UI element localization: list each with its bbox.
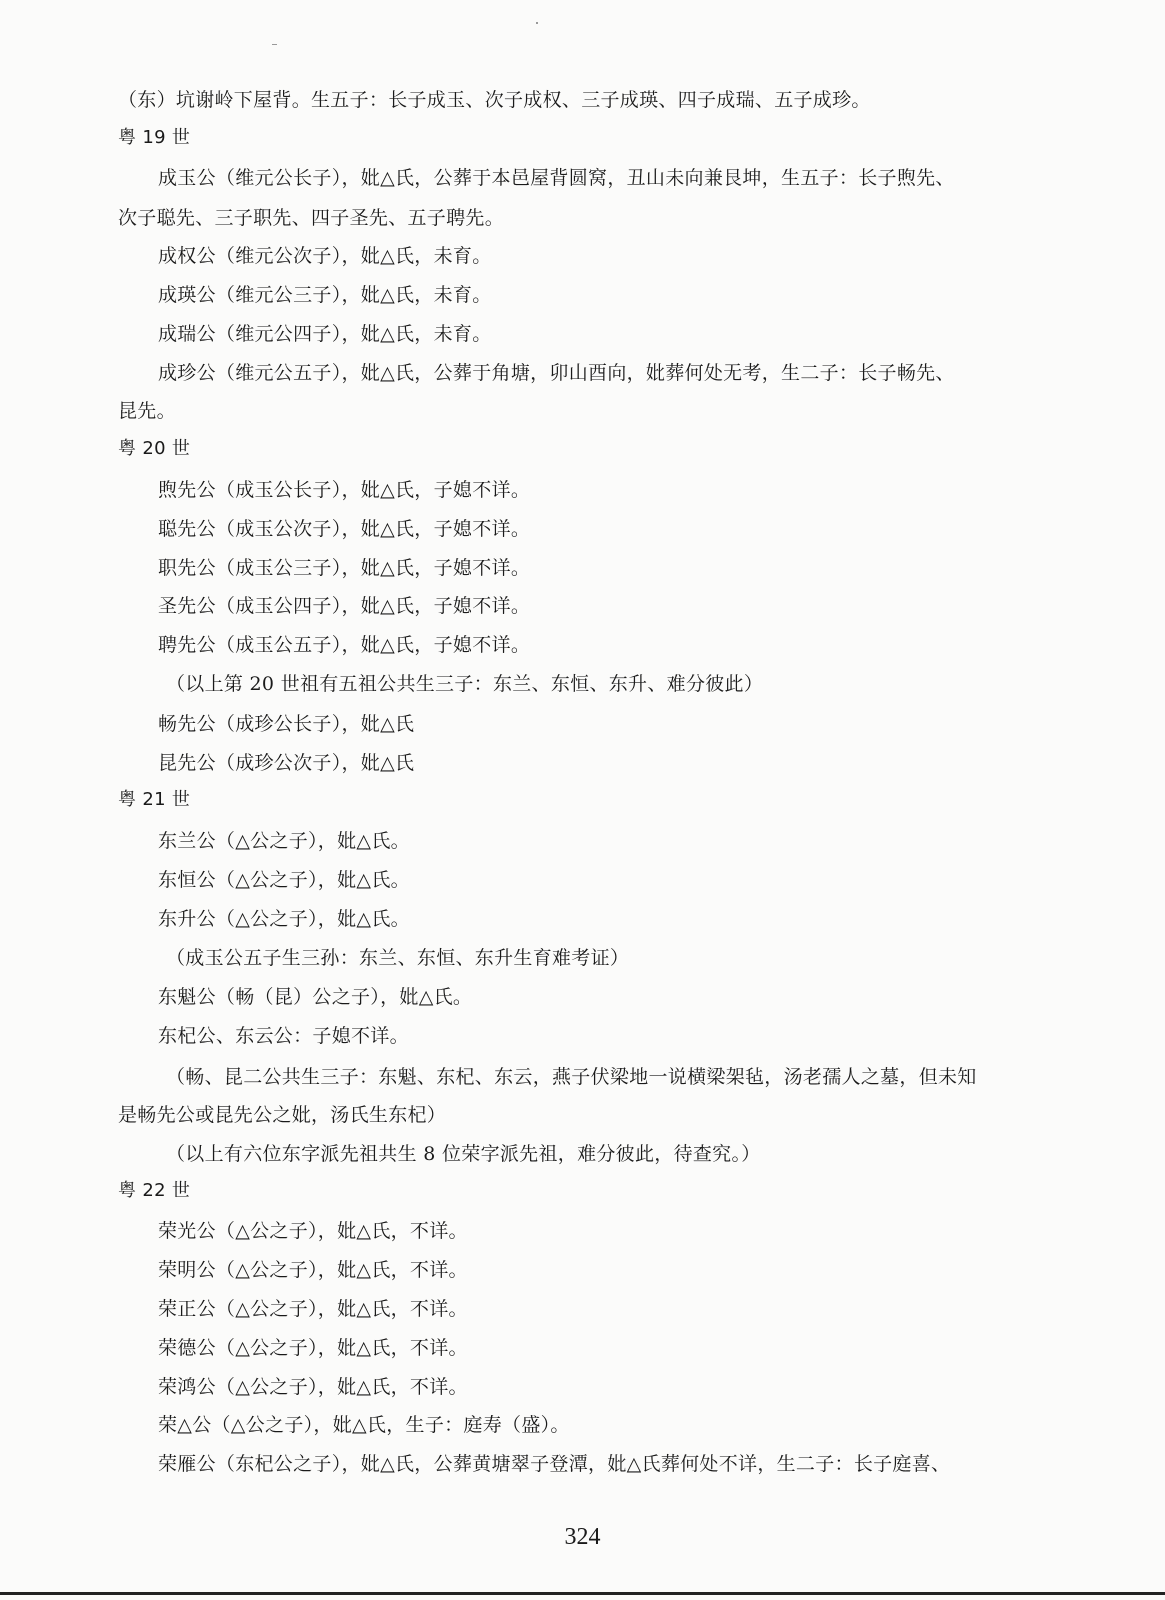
text-line: 荣光公（△公之子），妣△氏，不详。 — [158, 1220, 468, 1242]
scan-speck — [272, 44, 277, 45]
text-line: 聪先公（成玉公次子），妣△氏，子媳不详。 — [158, 518, 531, 540]
text-line: 职先公（成玉公三子），妣△氏，子媳不详。 — [158, 557, 531, 579]
text-line: 荣德公（△公之子），妣△氏，不详。 — [158, 1337, 468, 1359]
text-line: 昆先。 — [118, 400, 176, 422]
text-line: 成瑛公（维元公三子），妣△氏，未育。 — [158, 284, 492, 306]
text-line: 成权公（维元公次子），妣△氏，未育。 — [158, 245, 492, 267]
page-number: 324 — [564, 1524, 601, 1550]
note-line: （畅、昆二公共生三子：东魁、东杞、东云，燕子伏梁地一说横梁架毡，汤老孺人之墓，但未知 — [166, 1066, 977, 1088]
text-line: 东兰公（△公之子），妣△氏。 — [158, 830, 410, 852]
scan-speck — [536, 22, 538, 24]
scan-edge-line — [0, 1592, 1165, 1595]
text-line: 成瑞公（维元公四子），妣△氏，未育。 — [158, 323, 492, 345]
text-line: 圣先公（成玉公四子），妣△氏，子媳不详。 — [158, 595, 531, 617]
note-line: （以上有六位东字派先祖共生 8 位荣字派先祖，难分彼此，待查究。） — [166, 1143, 761, 1165]
note-line: 是畅先公或昆先公之妣，汤氏生东杞） — [118, 1104, 447, 1126]
generation-heading: 粤 20 世 — [118, 438, 191, 459]
text-line: 东恒公（△公之子），妣△氏。 — [158, 869, 410, 891]
generation-heading: 粤 21 世 — [118, 789, 191, 810]
text-line: 东杞公、东云公：子媳不详。 — [158, 1025, 409, 1047]
text-line: 成珍公（维元公五子），妣△氏，公葬于角塘，卯山酉向，妣葬何处无考，生二子：长子畅先、 — [158, 362, 955, 384]
text-line: 煦先公（成玉公长子），妣△氏，子媳不详。 — [158, 479, 531, 501]
text-line: 荣雁公（东杞公之子），妣△氏，公葬黄塘翠子登潭，妣△氏葬何处不详，生二子：长子庭喜、 — [158, 1453, 951, 1475]
note-line: （成玉公五子生三孙：东兰、东恒、东升生育难考证） — [166, 947, 630, 969]
text-line: 昆先公（成珍公次子），妣△氏 — [158, 752, 415, 774]
text-line: 次子聪先、三子职先、四子圣先、五子聘先。 — [118, 207, 505, 229]
text-line: 荣鸿公（△公之子），妣△氏，不详。 — [158, 1376, 468, 1398]
text-line: 荣明公（△公之子），妣△氏，不详。 — [158, 1259, 468, 1281]
text-line: 荣△公（△公之子），妣△氏，生子：庭寿（盛）。 — [158, 1414, 570, 1436]
generation-heading: 粤 22 世 — [118, 1180, 191, 1201]
text-line: （东）坑谢岭下屋背。生五子：长子成玉、次子成权、三子成瑛、四子成瑞、五子成珍。 — [118, 89, 871, 111]
text-line: 东魁公（畅（昆）公之子），妣△氏。 — [158, 986, 473, 1008]
text-line: 荣正公（△公之子），妣△氏，不详。 — [158, 1298, 468, 1320]
text-line: 东升公（△公之子），妣△氏。 — [158, 908, 410, 930]
text-line: 聘先公（成玉公五子），妣△氏，子媳不详。 — [158, 634, 531, 656]
note-line: （以上第 20 世祖有五祖公共生三子：东兰、东恒、东升、难分彼此） — [166, 673, 764, 695]
generation-heading: 粤 19 世 — [118, 127, 191, 148]
text-line: 成玉公（维元公长子），妣△氏，公葬于本邑屋背圆窝，丑山未向兼艮坤，生五子：长子煦先、 — [158, 167, 955, 189]
text-line: 畅先公（成珍公长子），妣△氏 — [158, 713, 415, 735]
